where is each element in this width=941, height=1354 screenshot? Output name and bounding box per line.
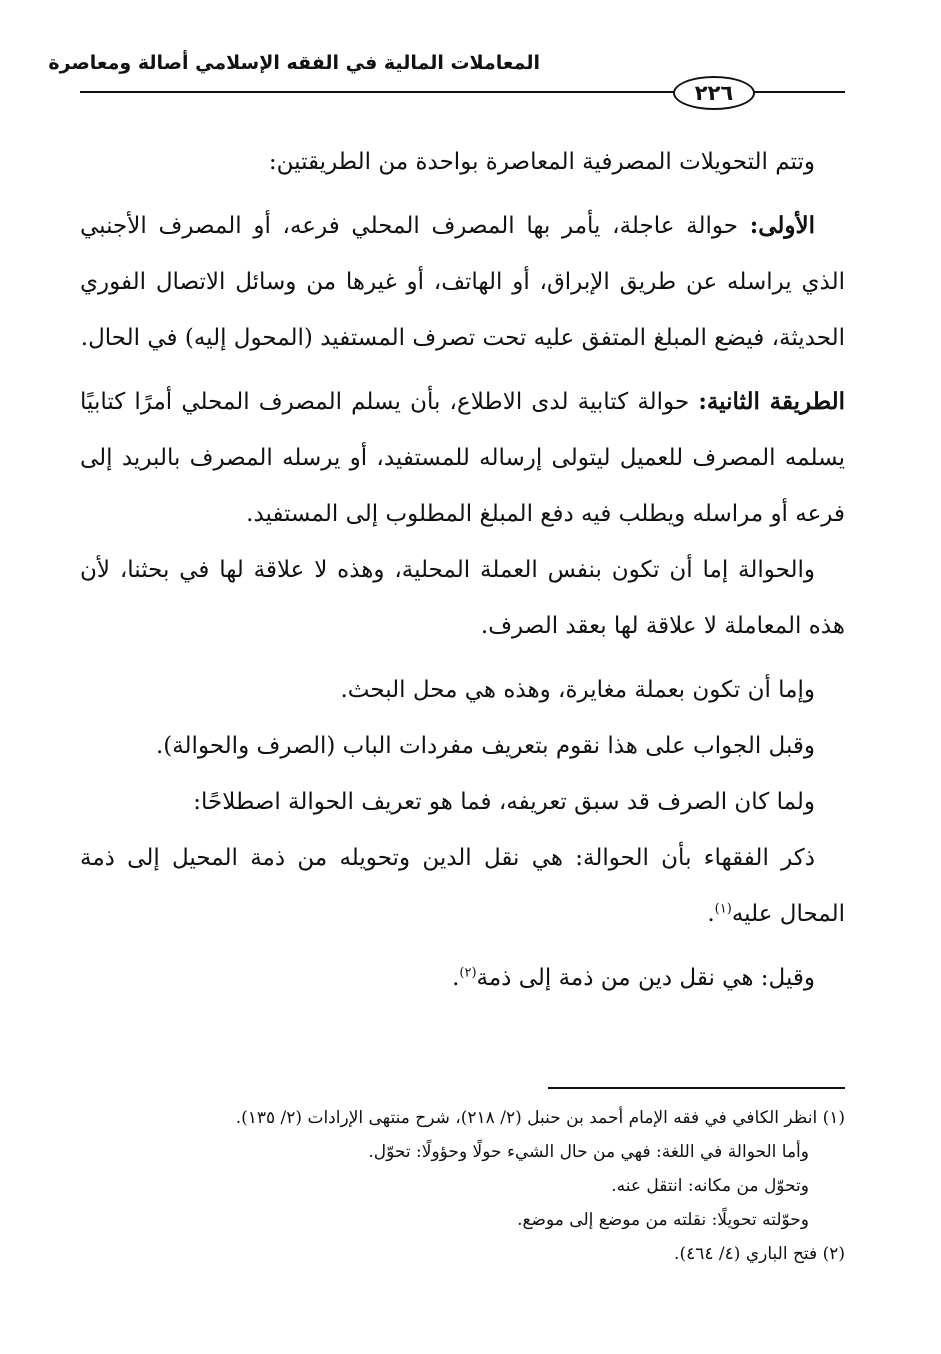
paragraph-definition-question: ولما كان الصرف قد سبق تعريفه، فما هو تعريف الحوالة اصطلاحًا: [193,789,815,815]
second-method-label: الطريقة الثانية: [698,388,846,415]
paragraph-definitions: وقبل الجواب على هذا نقوم بتعريف مفردات الباب (الصرف والحوالة). [155,733,815,759]
paragraph-local-currency: والحوالة إما أن تكون بنفس العملة المحلية، وهذه لا علاقة لها في بحثنا، لأن هذه المعاملة لا علاقة لها بعقد الصرف. [80,557,845,639]
paragraph-jurists-definition [80,830,845,942]
footnote-1-line-3: وتحوّل من مكانه: انتقل عنه. [611,1176,809,1196]
running-header-title: المعاملات المالية في الفقه الإسلامي أصالة ومعاصرة [48,52,540,74]
first-method-label: الأولى: [749,212,815,239]
footnote-1: (١) انظر الكافي في فقه الإمام أحمد بن حنبل (٢/ ٢١٨)، شرح منتهى الإرادات (٢/ ١٣٥). [235,1108,845,1128]
second-method-text: حوالة كتابية لدى الاطلاع، بأن يسلم المصرف المحلي أمرًا كتابيًا يسلمه المصرف للعميل ليتولى إرساله للمستفيد، أو يرسله المصرف بالبريد إلى فرعه أو مراسله ويطلب فيه دفع المبلغ المطلوب إلى المستفيد. [80,389,845,527]
footnote-1-line-2: وأما الحوالة في اللغة: فهي من حال الشيء حولًا وحؤولًا: تحوّل. [368,1142,809,1162]
page-number: ٢٢٦ [673,76,755,110]
jurists-definition-text: ذكر الفقهاء بأن الحوالة: هي نقل الدين وتحويله من ذمة المحيل إلى ذمة المحال عليه [80,845,845,927]
alternate-definition-text: وقيل: هي نقل دين من ذمة إلى ذمة [476,965,815,991]
alternate-definition-end: . [452,965,460,991]
first-method-text: حوالة عاجلة، يأمر بها المصرف المحلي فرعه، أو المصرف الأجنبي الذي يراسله عن طريق الإبراق، أو الهاتف، أو غيرها من وسائل الاتصال الفوري الحديثة، فيضع المبلغ المتفق عليه تحت تصرف المستفيد (المحول إليه) في الحال. [80,213,845,351]
footnote-ref-1: (١) [714,901,732,917]
footnote-1-line-4: وحوّلته تحويلًا: نقلته من موضع إلى موضع. [517,1210,809,1230]
footnote-separator [548,1087,845,1089]
jurists-definition-end: . [707,901,715,927]
footnote-2: (٢) فتح الباري (٤/ ٤٦٤). [674,1244,845,1264]
footnotes [80,1101,845,1271]
paragraph-intro: وتتم التحويلات المصرفية المعاصرة بواحدة من الطريقتين: [268,149,815,175]
paragraph-first-method [80,198,845,366]
paragraph-alternate-definition [80,950,845,1006]
main-text [80,134,845,1006]
paragraph-second-method [80,374,845,542]
footnote-ref-2: (٢) [459,965,477,981]
paragraph-different-currency: وإما أن تكون بعملة مغايرة، وهذه هي محل البحث. [340,677,815,703]
